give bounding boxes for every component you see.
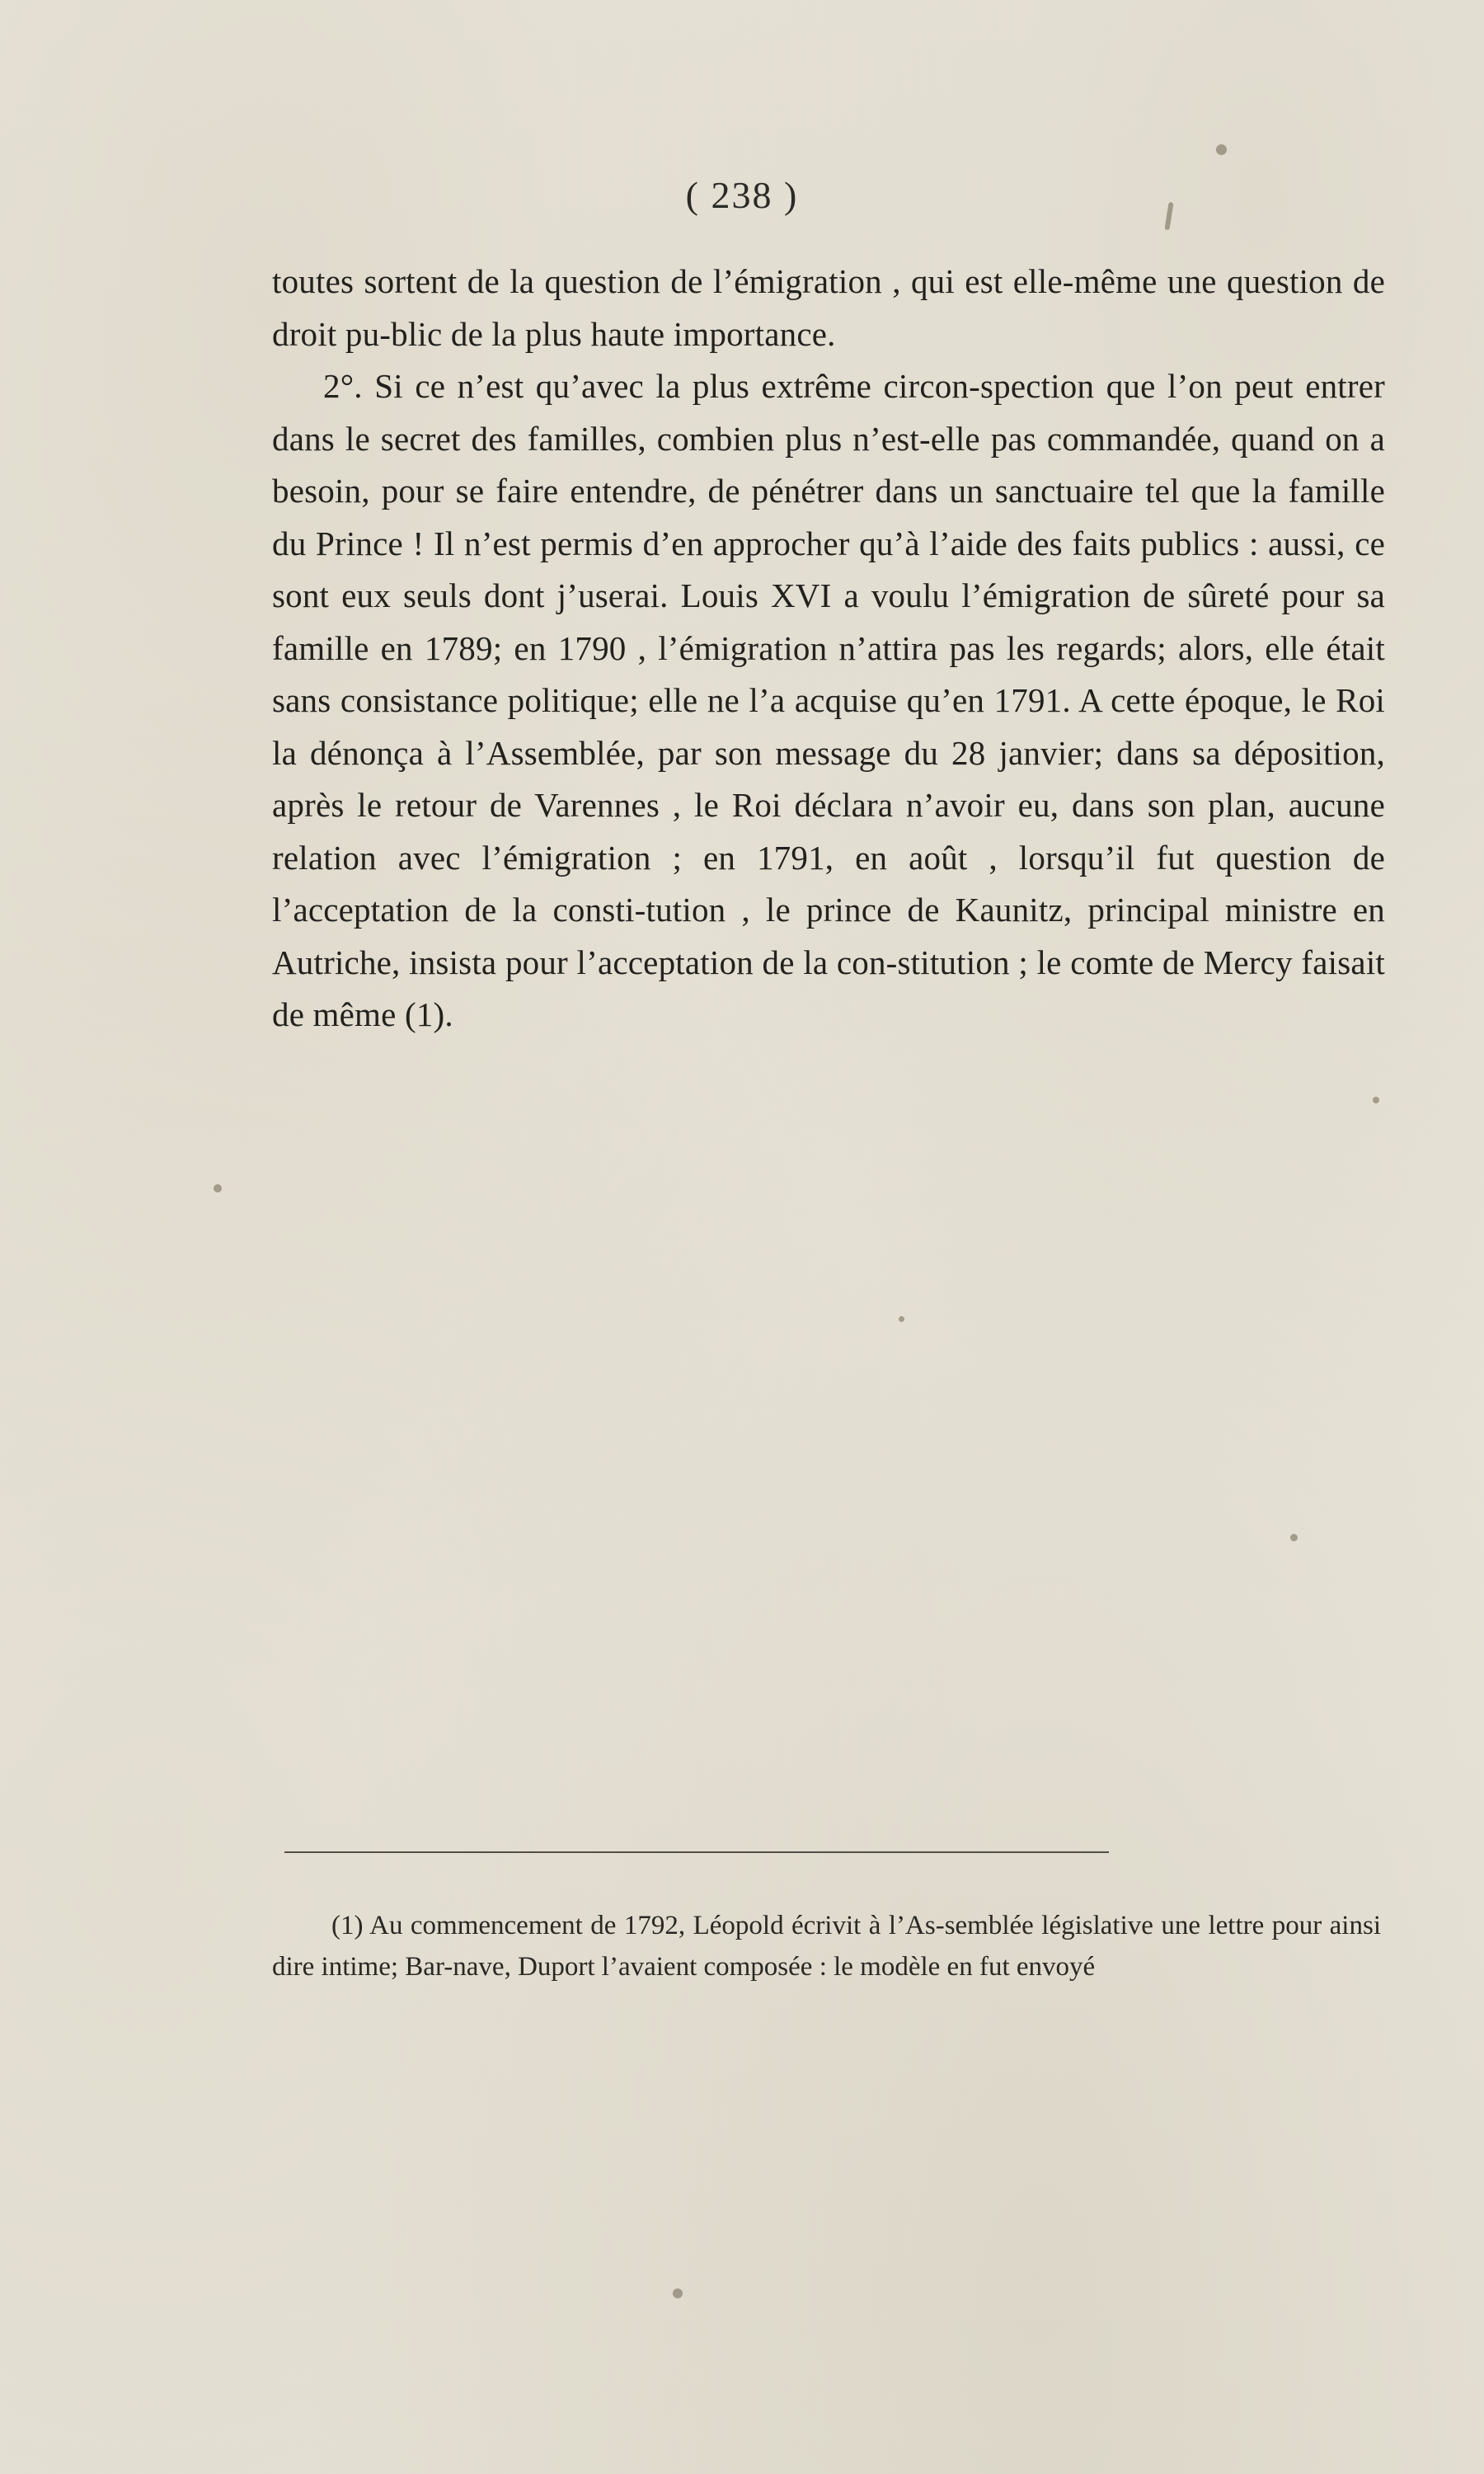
footnote-text: (1) Au commencement de 1792, Léopold écrivit à l’As-semblée législative une lettre pour ainsi dire intime; Bar-nave, Duport l’avaient composée : le modèle en fut envoyé xyxy=(272,1911,1381,1982)
ink-speck xyxy=(899,1316,904,1322)
footnote-separator-rule xyxy=(284,1851,1109,1853)
ink-speck xyxy=(673,2288,683,2298)
footnote-block xyxy=(272,1905,1381,1987)
paragraph-1: toutes sortent de la question de l’émigration , qui est elle-même une question de droit pu-blic de la plus haute importance. xyxy=(272,262,1385,353)
ink-speck xyxy=(1216,144,1227,155)
ink-speck xyxy=(1373,1097,1379,1103)
paragraph-2: 2°. Si ce n’est qu’avec la plus extrême circon-spection que l’on peut entrer dans le secret des familles, combien plus n’est-elle pas commandée, quand on a besoin, pour se faire entendre, de pénétrer dans un sanctuaire tel que la famille du Prince ! Il n’est permis d’en approcher qu’à l’aide des faits publics : aussi, ce sont eux seuls dont j’userai. Louis XVI a voulu l’émigration de sûreté pour sa famille en 1789; en 1790 , l’émigration n’attira pas les regards; alors, elle était sans consistance politique; elle ne l’a acquise qu’en 1791. A cette époque, le Roi la dénonça à l’Assemblée, par son message du 28 janvier; dans sa déposition, après le retour de Varennes , le Roi déclara n’avoir eu, dans son plan, aucune relation avec l’émigration ; en 1791, en août , lorsqu’il fut question de l’acceptation de la consti-tution , le prince de Kaunitz, principal ministre en Autriche, insista pour l’acceptation de la con-stitution ; le comte de Mercy faisait de même (1). xyxy=(272,367,1385,1033)
page-body-text xyxy=(272,256,1385,1042)
ink-speck xyxy=(1290,1534,1298,1541)
page-number: ( 238 ) xyxy=(685,174,799,216)
ink-speck xyxy=(214,1184,222,1192)
